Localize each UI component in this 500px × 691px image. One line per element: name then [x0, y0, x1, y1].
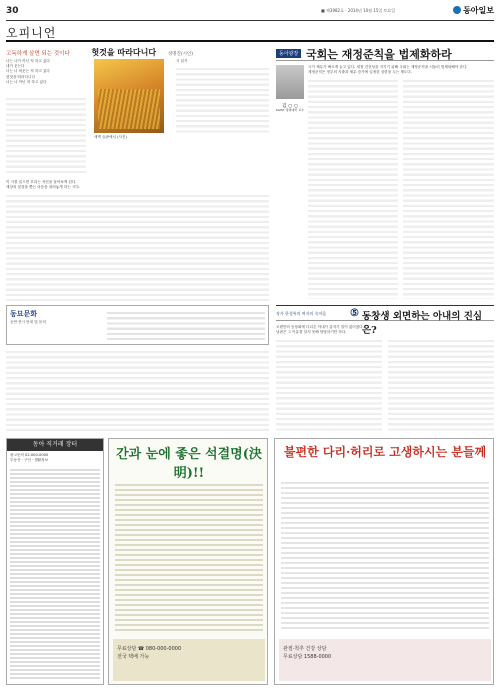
center-ad-footer	[113, 639, 265, 681]
author-name: 김 ○ ○	[281, 104, 299, 109]
commentary-fill	[176, 65, 269, 135]
classifieds-lines	[10, 453, 100, 463]
left-middle-text	[6, 348, 269, 434]
center-ad-line: 전국 택배 가능	[117, 654, 150, 660]
column-line: 국가 채무가 빠르게 늘고 있다. 재정 건전성을 지키기 위해 국회는 재정준칙을 서둘러 법제화해야 한다.	[308, 65, 468, 69]
center-ad	[108, 438, 268, 685]
brand-name: 동아일보	[463, 5, 494, 15]
essay-text-col1	[276, 337, 382, 433]
poem-photo	[94, 59, 164, 133]
commentary-line: 세상의 헛것을 쫓는 마음을 내려놓게 하는 시다.	[6, 185, 80, 190]
right-ad-line: 무료상담 1588-0000	[283, 654, 332, 660]
column-lede	[308, 65, 494, 75]
essay-line: 남편은 그 이유를 알지 못해 답답하기만 하다.	[276, 330, 347, 335]
column-text-col2	[403, 77, 494, 299]
classified-line: 부동산 · 구인 · 생활정보	[10, 458, 49, 463]
column-block	[276, 45, 494, 303]
author-photo	[276, 65, 304, 99]
right-ad-line: 관절·척추 건강 상담	[283, 646, 327, 652]
poem-commentary	[6, 180, 269, 190]
sponsor-box	[6, 305, 269, 345]
essay-text-col2	[388, 337, 494, 433]
section-title: 오피니언	[6, 26, 57, 40]
photo-caption: 새벽 들판에서 (사진)	[94, 135, 127, 139]
essay-badge: 작가 한성복의 여자의 속마음	[276, 311, 327, 316]
brand-logo-icon	[453, 6, 461, 14]
right-ad-headline: 불편한 다리·허리로 고생하시는 분들께	[283, 445, 487, 459]
classified-line: 광고문의 02-000-0000	[10, 453, 49, 457]
poem-kicker: 고독하게 살면 되는 것이다	[6, 51, 70, 57]
poem-block	[6, 45, 269, 305]
header-rule	[6, 20, 494, 21]
wheat-field-image	[98, 89, 160, 129]
column-line: 재정준칙은 정부의 지출과 채무 증가에 일정한 상한을 두는 제도다.	[308, 70, 413, 75]
right-ad-footer	[279, 639, 491, 681]
poem-body-fill	[6, 192, 269, 302]
poem-commentary-head: 시 읽기	[176, 59, 188, 63]
right-ad	[274, 438, 494, 685]
essay-number: ⑤	[350, 308, 359, 319]
poem-line: 너는 너 아닌 척 하고 있다	[6, 79, 47, 84]
center-ad-lines	[117, 645, 261, 661]
essay-line: 오랜만의 동창회에 다녀온 아내가 갑자기 말이 없어졌다.	[276, 325, 364, 329]
classifieds-fill	[10, 467, 100, 681]
author-role: KAIST 경영대학 교수	[276, 108, 304, 112]
poem-header	[6, 47, 269, 58]
classifieds-box	[6, 438, 104, 685]
classifieds-title: 동아 직거래 장터	[7, 439, 103, 451]
poem-line: 너는 너 비웃는 척 하고 있다	[6, 69, 50, 74]
page-number: 30	[6, 6, 19, 16]
issue-info: ■ 제3982호 · 2014년 10월 15일 토요일	[321, 8, 396, 13]
center-ad-headline: 간과 눈에 좋은 석결명(決明)!!	[116, 447, 262, 481]
column-title: 국회는 재정준칙을 법제화하라	[306, 48, 452, 61]
center-ad-body	[115, 481, 263, 631]
center-ad-line: 무료상담 ☎ 080-000-0000	[117, 646, 182, 652]
essay-title: 동창생 외면하는 아내의 진심은?	[362, 311, 483, 336]
section-rule	[6, 40, 494, 42]
column-badge: 동아광장	[276, 49, 301, 58]
poem-line: 내가 웃는다	[6, 64, 25, 69]
sponsor-listing	[107, 309, 265, 341]
essay-lede	[276, 325, 494, 335]
poem-line: 너는 너가 아닌 척 하고 있다	[6, 59, 50, 63]
poem-lines	[6, 59, 86, 85]
right-ad-body	[281, 479, 489, 629]
sponsor-name: 동묘문화	[10, 310, 38, 318]
column-header	[276, 45, 494, 61]
newspaper-brand	[453, 5, 494, 16]
column-text-col1	[308, 77, 398, 299]
sponsor-text: 공연·전시 안내 및 문의	[10, 320, 46, 324]
essay-block	[276, 305, 494, 435]
right-ad-lines	[283, 645, 487, 661]
commentary-line: 이 시를 읽으면 우리는 자신을 돌아보게 된다.	[6, 180, 77, 184]
poem-line: 헛것을 따라다니다	[6, 74, 35, 79]
poem-author: 성명진(시인)	[167, 52, 194, 57]
poem-title: 헛것을 따라다니다	[91, 47, 157, 57]
poem-text-fill	[6, 95, 86, 175]
